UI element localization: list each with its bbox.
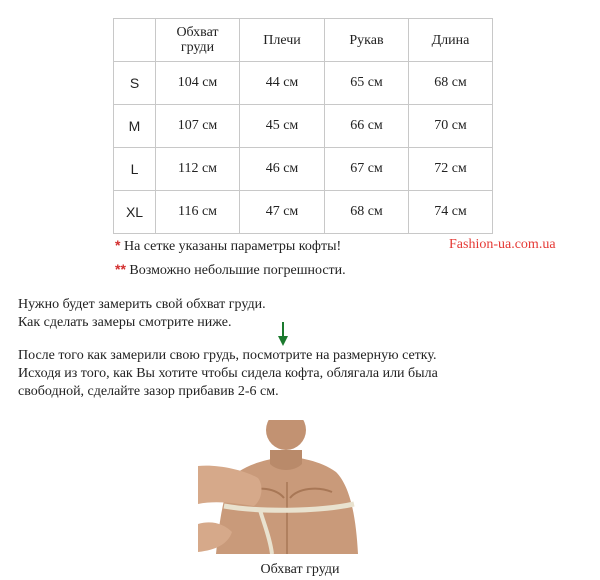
table-row [114, 62, 493, 105]
instruction-fit [18, 347, 438, 401]
chest-cell: 107 см [156, 105, 240, 148]
sleeve-cell: 66 см [325, 105, 409, 148]
note-star: * [115, 237, 121, 253]
size-table [113, 18, 493, 234]
shoulders-cell: 47 см [240, 191, 325, 234]
note-garment-params [115, 237, 341, 255]
note-text: На сетке указаны параметры кофты! [120, 239, 342, 254]
length-cell: 74 см [409, 191, 493, 234]
brand-link[interactable]: Fashion-ua.com.ua [449, 237, 556, 252]
chest-cell: 104 см [156, 62, 240, 105]
chest-measurement-photo [198, 420, 368, 554]
header-length: Длина [409, 19, 493, 62]
note-star: ** [115, 261, 126, 277]
size-cell: M [114, 105, 156, 148]
instruction-line: Нужно будет замерить свой обхват груди. [18, 297, 266, 312]
length-cell: 72 см [409, 148, 493, 191]
note-text: Возможно небольшие погрешности. [125, 263, 346, 278]
header-chest-line1: Обхват [176, 25, 219, 40]
shoulders-cell: 46 см [240, 148, 325, 191]
header-shoulders: Плечи [240, 19, 325, 62]
photo-caption: Обхват груди [260, 562, 340, 577]
length-cell: 70 см [409, 105, 493, 148]
note-tolerance [115, 261, 346, 279]
header-chest-line2: груди [180, 40, 215, 55]
table-header-row [114, 19, 493, 62]
shoulders-cell: 45 см [240, 105, 325, 148]
chest-cell: 112 см [156, 148, 240, 191]
instruction-line: После того как замерили свою грудь, посмотрите на размерную сетку. [18, 348, 437, 363]
sleeve-cell: 67 см [325, 148, 409, 191]
shoulders-cell: 44 см [240, 62, 325, 105]
arrow-down-icon [277, 322, 289, 346]
size-cell: S [114, 62, 156, 105]
header-sleeve: Рукав [325, 19, 409, 62]
chest-cell: 116 см [156, 191, 240, 234]
instruction-line: Как сделать замеры смотрите ниже. [18, 315, 232, 330]
instruction-line: Исходя из того, как Вы хотите чтобы сидела кофта, облягала или была [18, 366, 438, 381]
size-cell: L [114, 148, 156, 191]
sleeve-cell: 65 см [325, 62, 409, 105]
sleeve-cell: 68 см [325, 191, 409, 234]
length-cell: 68 см [409, 62, 493, 105]
header-chest [156, 19, 240, 62]
instruction-measure [18, 296, 266, 332]
instruction-line: свободной, сделайте зазор прибавив 2-6 см. [18, 384, 279, 399]
table-row [114, 191, 493, 234]
header-size-empty [114, 19, 156, 62]
chest-measurement-illustration [198, 420, 368, 554]
table-row [114, 105, 493, 148]
size-cell: XL [114, 191, 156, 234]
table-row [114, 148, 493, 191]
